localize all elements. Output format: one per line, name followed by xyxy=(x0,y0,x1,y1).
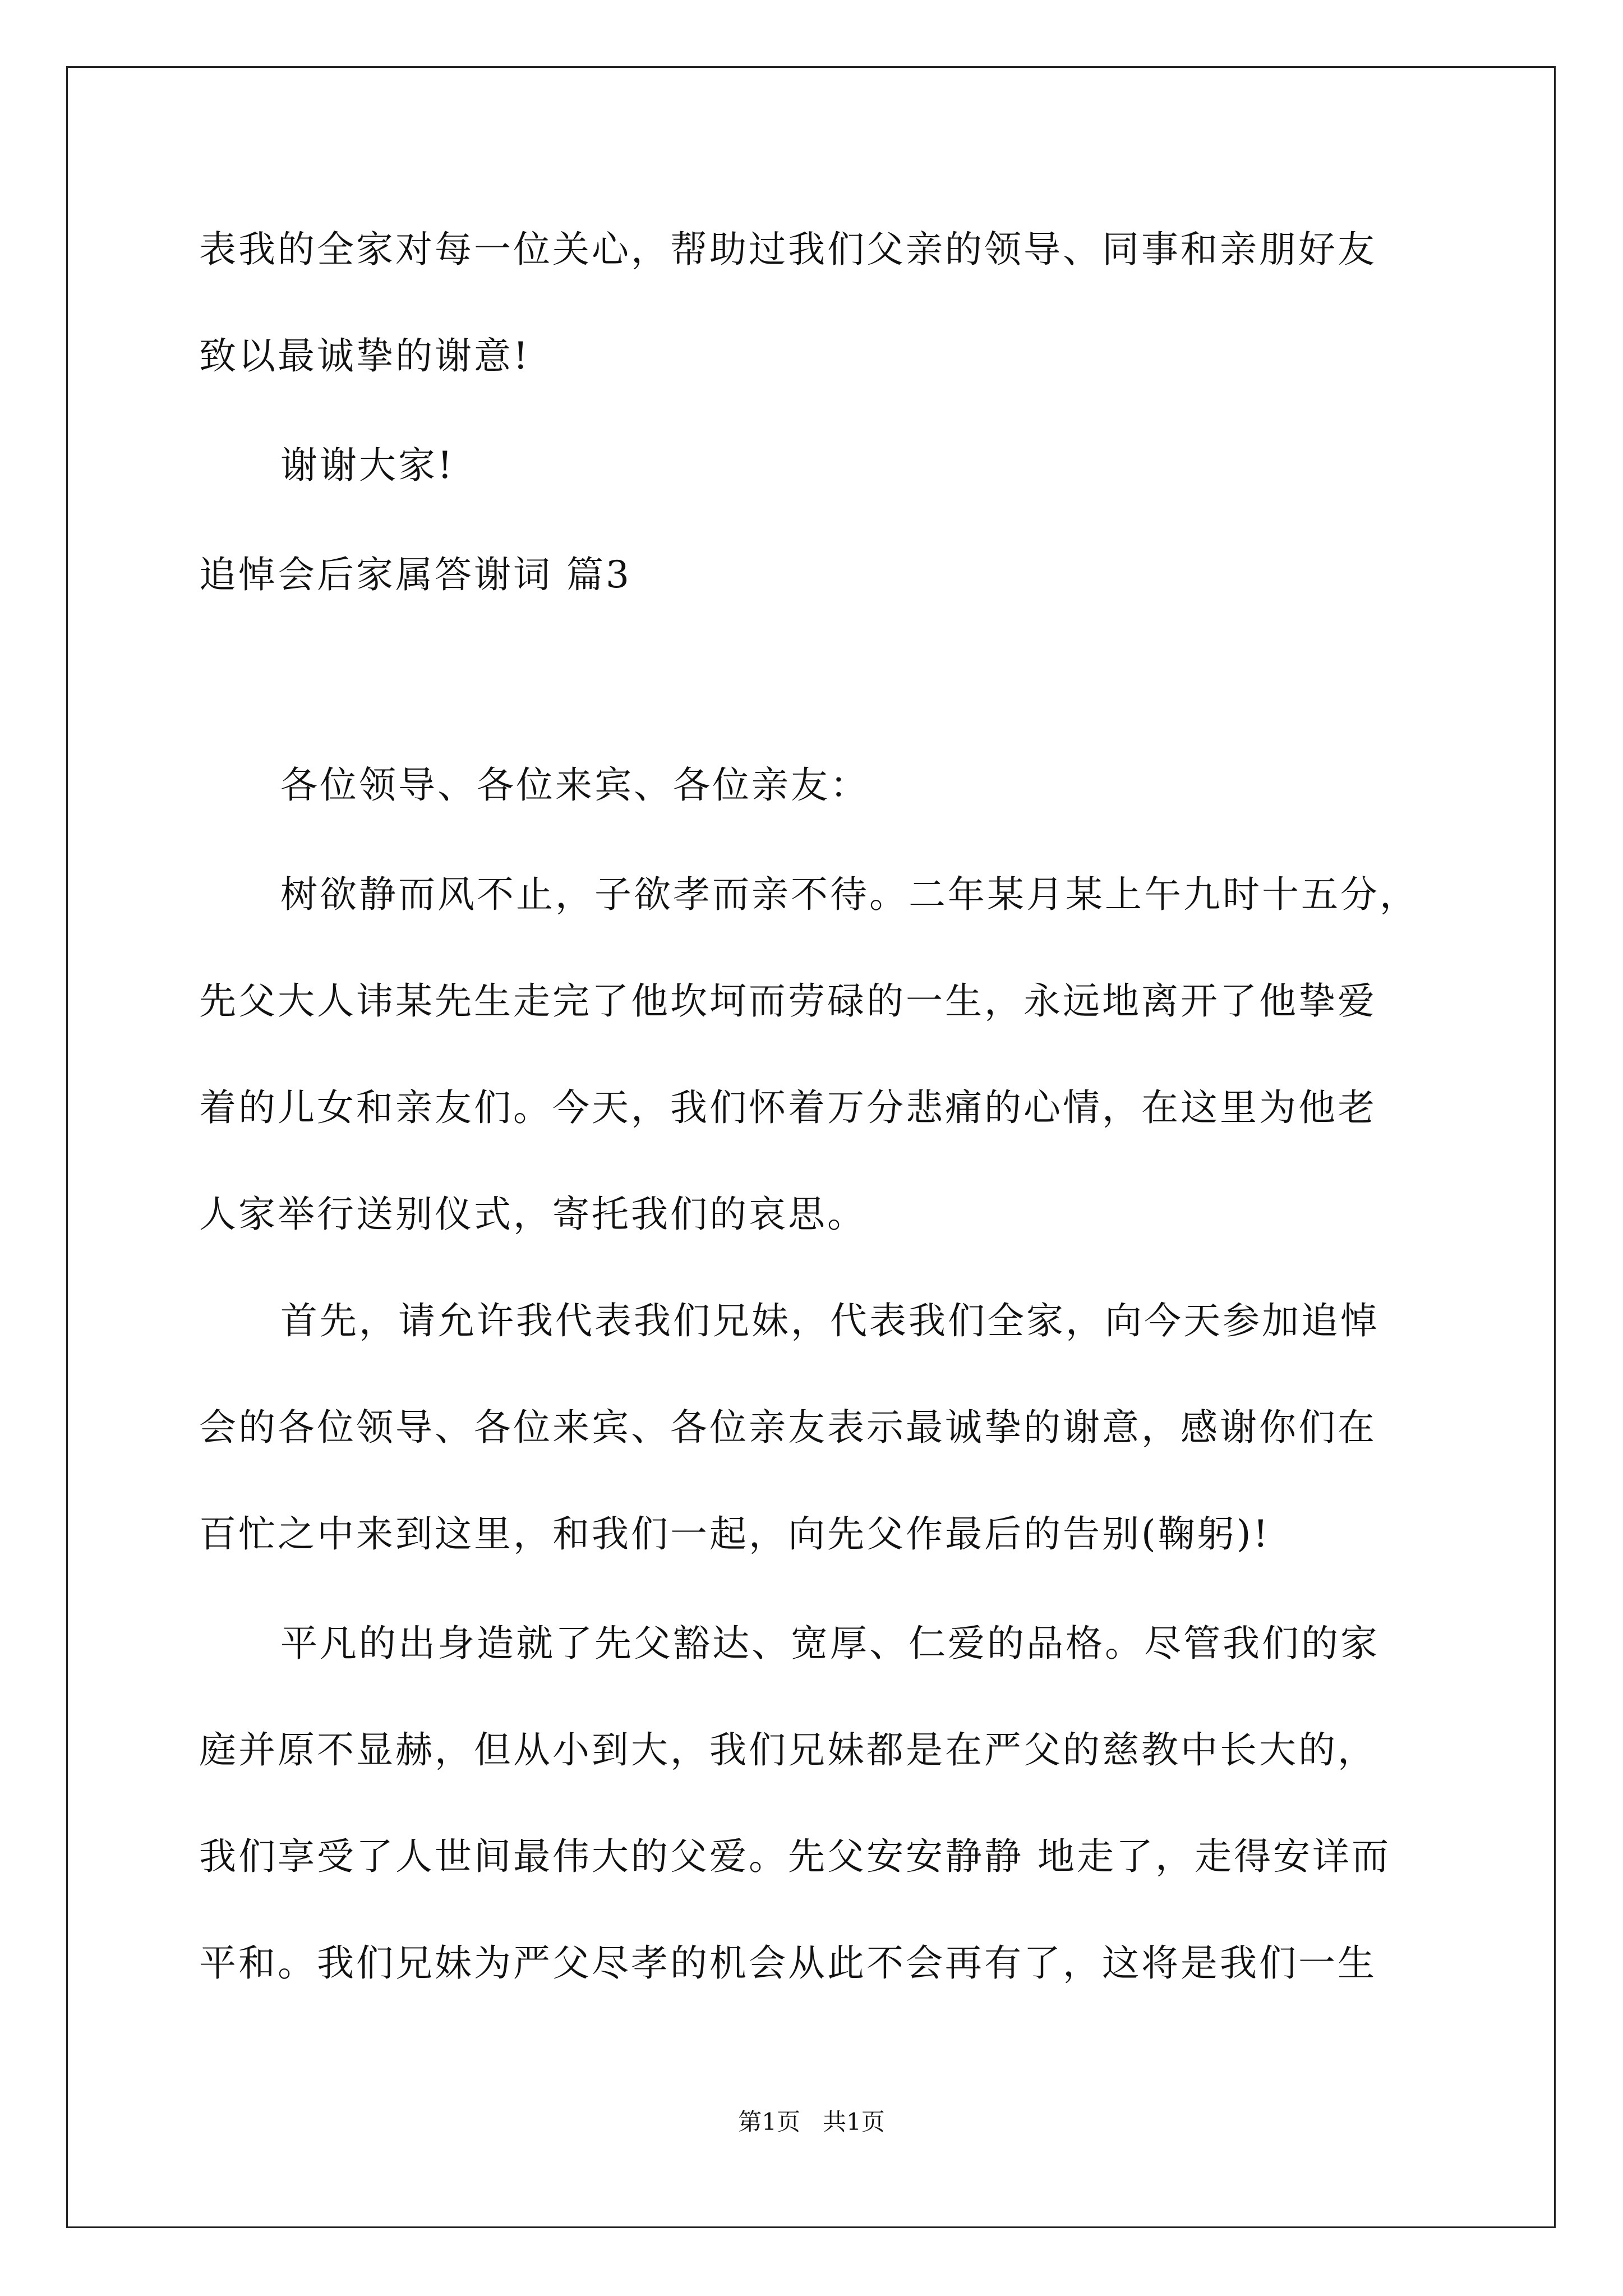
paragraph-line: 人家举行送别仪式，寄托我们的哀思。 xyxy=(199,1193,866,1236)
paragraph-line: 着的儿女和亲友们。今天，我们怀着万分悲痛的心情，在这里为他老 xyxy=(199,1086,1377,1129)
paragraph-line: 先父大人讳某先生走完了他坎坷而劳碌的一生，永远地离开了他挚爱 xyxy=(199,979,1377,1023)
paragraph-line: 庭并原不显赫，但从小到大，我们兄妹都是在严父的慈教中长大的， xyxy=(199,1728,1377,1772)
paragraph-line: 致以最诚挚的谢意! xyxy=(199,334,531,378)
paragraph-line: 表我的全家对每一位关心，帮助过我们父亲的领导、同事和亲朋好友 xyxy=(199,228,1377,271)
section-heading: 追悼会后家属答谢词 篇3 xyxy=(199,553,631,596)
paragraph-line: 首先，请允许我代表我们兄妹，代表我们全家，向今天参加追悼 xyxy=(280,1299,1380,1342)
page-frame xyxy=(66,66,1556,2228)
salutation: 各位领导、各位来宾、各位亲友： xyxy=(280,763,869,807)
page-number-footer: 第1页 共1页 xyxy=(738,2108,885,2136)
paragraph-line: 谢谢大家! xyxy=(280,444,455,487)
paragraph-line: 我们享受了人世间最伟大的父爱。先父安安静静 地走了，走得安详而 xyxy=(199,1835,1391,1878)
paragraph-line: 平和。我们兄妹为严父尽孝的机会从此不会再有了，这将是我们一生 xyxy=(199,1941,1377,1985)
paragraph-line: 百忙之中来到这里，和我们一起，向先父作最后的告别(鞠躬)! xyxy=(199,1512,1271,1556)
paragraph-line: 树欲静而风不止，子欲孝而亲不待。二年某月某上午九时十五分， xyxy=(280,873,1419,916)
paragraph-line: 平凡的出身造就了先父豁达、宽厚、仁爱的品格。尽管我们的家 xyxy=(280,1622,1380,1665)
paragraph-line: 会的各位领导、各位来宾、各位亲友表示最诚挚的谢意，感谢你们在 xyxy=(199,1406,1377,1449)
